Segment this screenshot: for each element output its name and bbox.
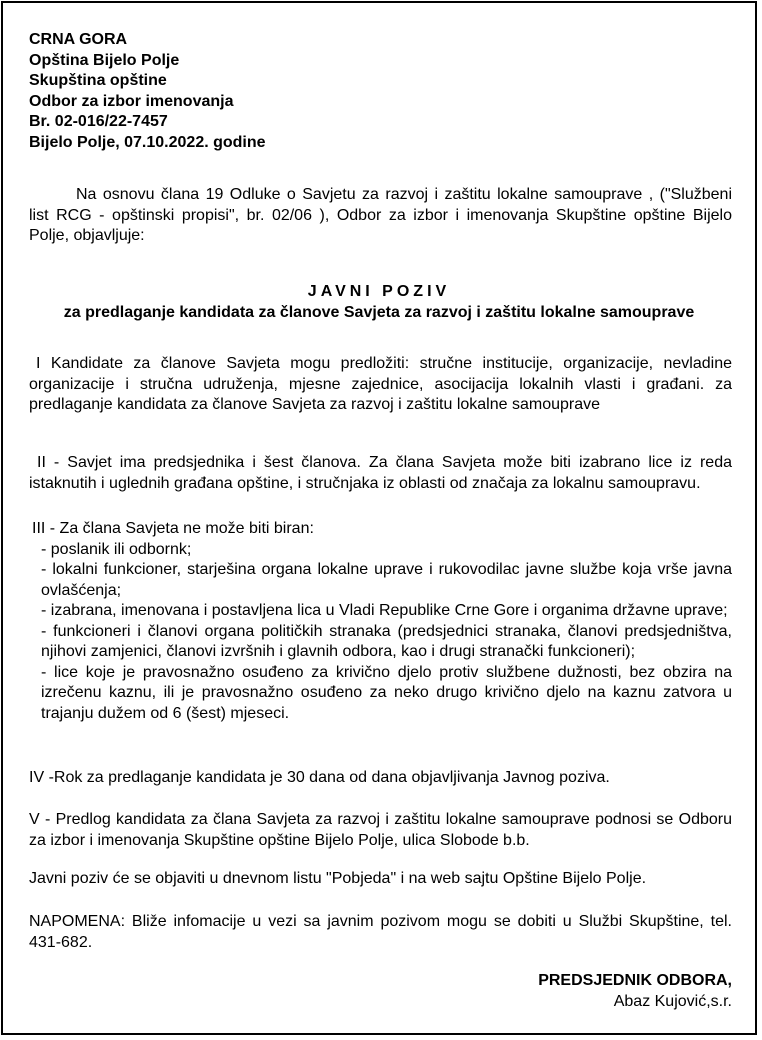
intro-paragraph: Na osnovu člana 19 Odluke o Savjetu za razvoj i zaštitu lokalne samouprave , ("Službeni list RCG - opštinski propisi", br. 02/06 ), Odbor za izbor i imenovanja Skupštine opštine Bijelo Polje, objavljuje: <box>29 186 732 244</box>
list-item: - funkcioneri i članovi organa političkih stranaka (predsjednici stranaka, članovi predsjedništva, njihovi zamjenici, članovi izvršnih i glavnih odbora, kao i drugi stranački funkcioneri); <box>41 622 732 660</box>
country-name: CRNA GORA <box>29 31 128 48</box>
section-ii: II - Savjet ima predsjednika i šest članova. Za člana Savjeta može biti izabrano lice iz reda istaknutih i uglednih građana opštine, i stručnjaka iz oblasti od značaja za lokalnu samoupravu. <box>29 454 732 492</box>
document-number: Br. 02-016/22-7457 <box>29 113 168 130</box>
section-iii <box>32 519 732 724</box>
signature-title: PREDSJEDNIK ODBORA, <box>538 972 732 989</box>
contact-note: NAPOMENA: Bliže infomacije u vezi sa javnim pozivom mogu se dobiti u Službi Skupštine, tel. 431-682. <box>29 913 732 951</box>
signature-block <box>538 970 732 1012</box>
assembly-name: Skupština opštine <box>29 72 167 89</box>
section-i: I Kandidate za članove Savjeta mogu predložiti: stručne institucije, organizacije, nevladine organizacije i stručna udruženja, mjesne zajednice, asocijacija lokalnih vlasti i građani. za predlaganje kandidata za članove Savjeta za razvoj i zaštitu lokalne samouprave <box>29 355 732 413</box>
municipality-name: Opština Bijelo Polje <box>29 51 180 69</box>
section-iv: IV -Rok za predlaganje kandidata je 30 dana od dana objavljivanja Javnog poziva. <box>29 769 610 786</box>
section-iii-intro: III - Za člana Savjeta ne može biti biran: <box>32 520 314 537</box>
page-title: JAVNI POZIV <box>307 283 451 300</box>
publication-notice: Javni poziv će se objaviti u dnevnom listu "Pobjeda" i na web sajtu Opštine Bijelo Polje. <box>29 870 647 887</box>
signatory-name: Abaz Kujović,s.r. <box>613 993 732 1010</box>
document-date: Bijelo Polje, 07.10.2022. godine <box>29 133 266 151</box>
committee-name: Odbor za izbor imenovanja <box>29 92 234 110</box>
list-item: - lokalni funkcioner, starješina organa lokalne uprave i rukovodilac javne službe koja vrše javna ovlašćenja; <box>41 561 732 599</box>
document-header <box>29 30 266 153</box>
list-item: - lice koje je pravosnažno osuđeno za krivično djelo protiv službene dužnosti, bez obzira na izrečenu kaznu, ili je pravosnažno osuđeno za neko drugo krivično djelo na kaznu zatvora u trajanju dužem od 6 (šest) mjeseci. <box>41 663 732 722</box>
section-v: V - Predlog kandidata za člana Savjeta za razvoj i zaštitu lokalne samouprave podnosi se Odboru za izbor i imenovanja Skupštine opštine Bijelo Polje, ulica Slobode b.b. <box>29 811 732 849</box>
list-item: - poslanik ili odbornk; <box>41 540 192 558</box>
page-subtitle: za predlaganje kandidata za članove Savjeta za razvoj i zaštitu lokalne samouprave <box>63 304 695 321</box>
list-item: - izabrana, imenovana i postavljena lica u Vladi Republike Crne Gore i organima državne uprave; <box>41 602 728 619</box>
document-page <box>1 1 757 1035</box>
